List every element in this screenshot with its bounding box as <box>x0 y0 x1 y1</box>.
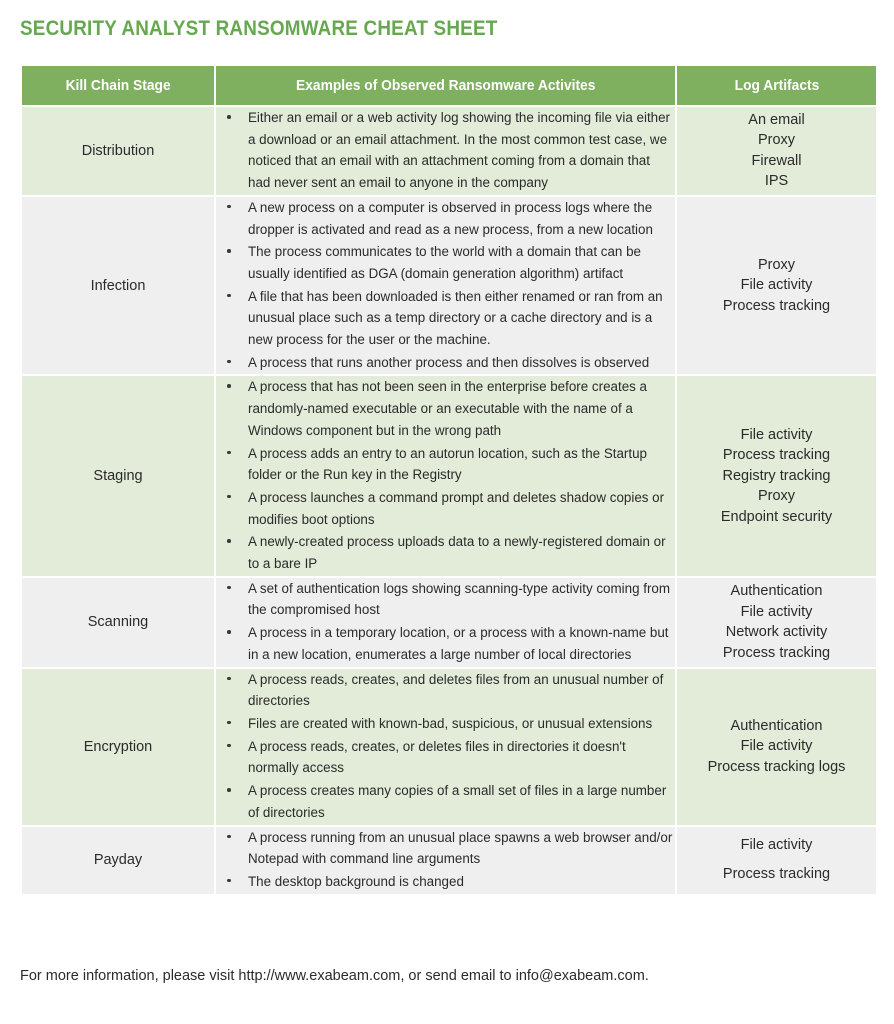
activities-cell <box>216 197 675 375</box>
activity-list <box>216 197 675 374</box>
table-row <box>22 827 876 894</box>
artifacts-cell: Authentication File activity Process tracking logs <box>677 669 876 825</box>
activities-cell <box>216 107 675 195</box>
artifacts-cell: Authentication File activity Network activity Process tracking <box>677 578 876 667</box>
activity-list <box>216 107 675 194</box>
activity-list <box>216 376 675 574</box>
column-header-label: Examples of Observed Ransomware Activites <box>295 77 596 94</box>
activity-item: A process adds an entry to an autorun location, such as the Startup folder or the Run key in the Registry <box>216 443 675 486</box>
stage-cell: Staging <box>22 376 214 575</box>
table-row <box>22 197 876 375</box>
column-header-label: Kill Chain Stage <box>65 77 171 94</box>
column-header-label: Log Artifacts <box>734 77 819 94</box>
activity-item: A process that runs another process and then dissolves is observed <box>216 352 675 374</box>
artifacts-cell: File activity Process tracking Registry tracking Proxy Endpoint security <box>677 376 876 575</box>
activity-item: A set of authentication logs showing scanning-type activity coming from the compromised host <box>216 578 675 621</box>
stage-cell: Scanning <box>22 578 214 667</box>
activity-list <box>216 669 675 824</box>
table-row <box>22 669 876 825</box>
activity-item: A process running from an unusual place spawns a web browser and/or Notepad with command line arguments <box>216 827 675 870</box>
activity-item: A file that has been downloaded is then either renamed or ran from an unusual place such as a temp directory or a cache directory and is a new process for the user or the machine. <box>216 286 675 351</box>
artifacts-cell: An email Proxy Firewall IPS <box>677 107 876 195</box>
activity-item: A process reads, creates, or deletes files in directories it doesn't normally access <box>216 736 675 779</box>
table-header-row <box>22 66 876 105</box>
stage-cell: Encryption <box>22 669 214 825</box>
activity-item: A newly-created process uploads data to a newly-registered domain or to a bare IP <box>216 531 675 574</box>
stage-cell: Payday <box>22 827 214 894</box>
table-row <box>22 578 876 667</box>
activity-item: The desktop background is changed <box>216 871 675 893</box>
activity-item: A process launches a command prompt and deletes shadow copies or modifies boot options <box>216 487 675 530</box>
column-header-kill-chain-stage <box>22 66 214 105</box>
kill-chain-table <box>20 64 878 896</box>
activities-cell <box>216 578 675 667</box>
activity-item: A process creates many copies of a small set of files in a large number of directories <box>216 780 675 823</box>
artifacts-cell: File activity Process tracking <box>677 827 876 894</box>
activities-cell <box>216 669 675 825</box>
activity-list <box>216 827 675 893</box>
activity-item: Either an email or a web activity log showing the incoming file via either a download or an email attachment. In the most common test case, we noticed that an email with an attachment coming from a domain that had never sent an email to anyone in the company <box>216 107 675 194</box>
table-row <box>22 107 876 195</box>
activity-list <box>216 578 675 666</box>
column-header-examples <box>216 66 675 105</box>
table-body <box>22 107 876 894</box>
table-row <box>22 376 876 575</box>
activities-cell <box>216 376 675 575</box>
footer-note: For more information, please visit http://www.exabeam.com, or send email to info@exabeam.com. <box>20 968 649 984</box>
page-title: SECURITY ANALYST RANSOMWARE CHEAT SHEET <box>20 17 498 40</box>
activity-item: A process that has not been seen in the enterprise before creates a randomly-named executable or an executable with the name of a Windows component but in the wrong path <box>216 376 675 441</box>
activity-item: The process communicates to the world with a domain that can be usually identified as DGA (domain generation algorithm) artifact <box>216 241 675 284</box>
stage-cell: Infection <box>22 197 214 375</box>
activity-item: A process reads, creates, and deletes files from an unusual number of directories <box>216 669 675 712</box>
stage-cell: Distribution <box>22 107 214 195</box>
activities-cell <box>216 827 675 894</box>
activity-item: A new process on a computer is observed in process logs where the dropper is activated and read as a new process, from a new location <box>216 197 675 240</box>
activity-item: A process in a temporary location, or a process with a known-name but in a new location, enumerates a large number of local directories <box>216 622 675 665</box>
artifacts-cell: Proxy File activity Process tracking <box>677 197 876 375</box>
column-header-log-artifacts <box>677 66 876 105</box>
activity-item: Files are created with known-bad, suspicious, or unusual extensions <box>216 713 675 735</box>
